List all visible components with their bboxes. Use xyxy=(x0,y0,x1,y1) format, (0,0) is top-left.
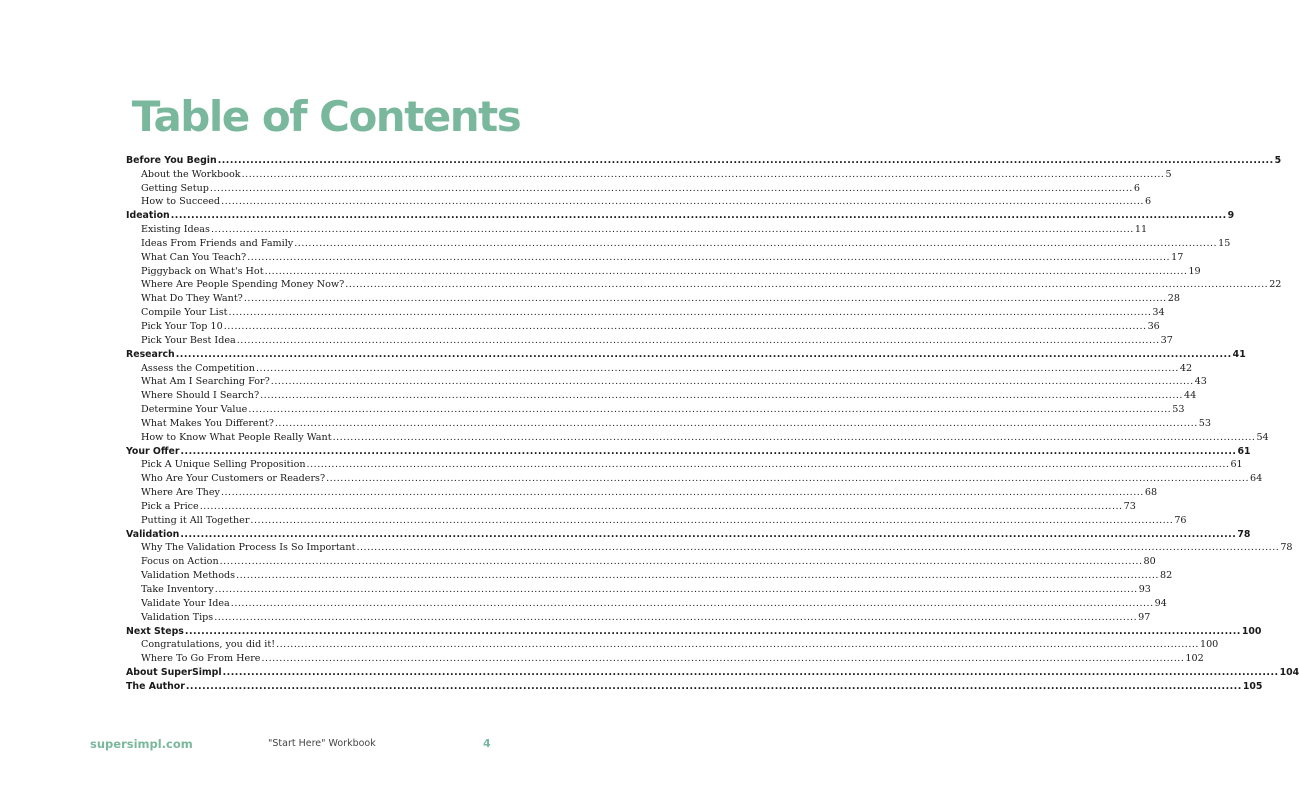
toc-entry-page: 82 xyxy=(1159,570,1173,582)
table-of-contents xyxy=(126,152,1299,692)
toc-entry-page: 93 xyxy=(1138,584,1151,595)
toc-entry-title: Before You Begin xyxy=(126,154,217,166)
toc-subsection-entry xyxy=(126,650,1204,665)
toc-subsection-entry xyxy=(126,498,1136,512)
toc-entry-title: Where Are People Spending Money Now? xyxy=(141,279,345,291)
toc-entry-page: 78 xyxy=(1237,528,1251,540)
toc-dot-leader: .................................................................................................................................................................................................................................................................... xyxy=(255,362,1179,374)
toc-dot-leader: .................................................................................................................................................................................................................................................................... xyxy=(223,320,1147,332)
toc-entry-page: 100 xyxy=(1241,625,1262,637)
toc-entry-page: 5 xyxy=(1165,168,1172,180)
toc-dot-leader: .................................................................................................................................................................................................................................................................... xyxy=(209,182,1133,194)
toc-dot-leader: .................................................................................................................................................................................................................................................................... xyxy=(260,390,1183,402)
toc-subsection-entry xyxy=(126,374,1207,388)
toc-entry-page: 73 xyxy=(1123,500,1136,512)
toc-dot-leader: .................................................................................................................................................................................................................................................................... xyxy=(264,265,1188,277)
toc-dot-leader: .................................................................................................................................................................................................................................................................... xyxy=(241,168,1165,180)
toc-entry-title: Piggyback on What's Hot xyxy=(141,265,264,277)
toc-entry-title: Validation Methods xyxy=(141,570,236,582)
toc-entry-title: Existing Ideas xyxy=(141,224,210,236)
toc-dot-leader: .................................................................................................................................................................................................................................................................... xyxy=(220,487,1144,499)
toc-entry-title: Assess the Competition xyxy=(141,362,255,374)
toc-section-entry xyxy=(126,443,1251,457)
toc-entry-page: 94 xyxy=(1154,597,1167,609)
toc-entry-page: 76 xyxy=(1174,514,1187,526)
toc-subsection-entry xyxy=(126,401,1185,416)
toc-subsection-entry xyxy=(126,512,1187,526)
toc-entry-title: Why The Validation Process Is So Important xyxy=(141,542,356,554)
toc-entry-title: Pick Your Best Idea xyxy=(141,334,236,346)
toc-entry-page: 6 xyxy=(1133,182,1140,194)
toc-subsection-entry xyxy=(126,470,1263,485)
toc-entry-title: Focus on Action xyxy=(141,556,219,568)
toc-section-entry xyxy=(126,346,1246,360)
toc-entry-page: 68 xyxy=(1144,487,1158,499)
toc-entry-page: 105 xyxy=(1242,680,1263,692)
toc-section-entry xyxy=(126,152,1282,166)
toc-subsection-entry xyxy=(126,415,1211,429)
toc-section-entry xyxy=(126,678,1263,692)
toc-dot-leader: .................................................................................................................................................................................................................................................................... xyxy=(221,196,1144,208)
page-footer xyxy=(0,737,612,753)
toc-subsection-entry xyxy=(126,332,1173,346)
toc-subsection-entry xyxy=(126,609,1151,623)
toc-entry-page: 22 xyxy=(1269,279,1282,291)
toc-dot-leader: .................................................................................................................................................................................................................................................................... xyxy=(228,307,1152,319)
toc-entry-title: Research xyxy=(126,348,175,360)
toc-dot-leader: .................................................................................................................................................................................................................................................................... xyxy=(184,625,1241,637)
toc-entry-page: 42 xyxy=(1179,362,1193,374)
toc-subsection-entry xyxy=(126,318,1160,332)
toc-entry-title: How to Know What People Really Want xyxy=(141,431,332,443)
toc-entry-page: 102 xyxy=(1185,653,1204,665)
toc-entry-page: 5 xyxy=(1274,154,1282,166)
toc-entry-page: 64 xyxy=(1250,473,1263,485)
toc-dot-leader: .................................................................................................................................................................................................................................................................... xyxy=(222,667,1279,679)
toc-subsection-entry xyxy=(126,637,1219,651)
toc-entry-page: 11 xyxy=(1134,224,1148,236)
toc-subsection-entry xyxy=(126,553,1156,568)
toc-entry-page: 6 xyxy=(1144,196,1152,208)
footer-page-number: 4 xyxy=(483,737,491,750)
toc-entry-title: Getting Setup xyxy=(141,182,209,194)
toc-subsection-entry xyxy=(126,595,1167,609)
toc-entry-title: Congratulations, you did it! xyxy=(141,639,276,651)
toc-entry-page: 104 xyxy=(1279,667,1299,679)
toc-subsection-entry xyxy=(126,540,1293,554)
toc-entry-title: About the Workbook xyxy=(141,168,241,180)
toc-entry-title: Your Offer xyxy=(126,445,180,457)
toc-entry-page: 17 xyxy=(1171,251,1184,263)
toc-subsection-entry xyxy=(126,581,1151,595)
toc-dot-leader: .................................................................................................................................................................................................................................................................... xyxy=(294,237,1218,249)
toc-entry-title: About SuperSimpl xyxy=(126,667,222,679)
toc-dot-leader: .................................................................................................................................................................................................................................................................... xyxy=(230,597,1154,609)
toc-dot-leader: .................................................................................................................................................................................................................................................................... xyxy=(199,500,1123,512)
toc-entry-title: Validation xyxy=(126,528,180,540)
toc-dot-leader: .................................................................................................................................................................................................................................................................... xyxy=(356,542,1280,554)
toc-dot-leader: .................................................................................................................................................................................................................................................................... xyxy=(248,404,1172,416)
toc-entry-page: 97 xyxy=(1138,611,1151,623)
toc-subsection-entry xyxy=(126,194,1152,208)
toc-section-entry xyxy=(126,664,1299,679)
toc-entry-title: Validate Your Idea xyxy=(141,597,230,609)
toc-entry-title: What Am I Searching For? xyxy=(141,376,270,388)
toc-subsection-entry xyxy=(126,277,1282,291)
toc-dot-leader: .................................................................................................................................................................................................................................................................... xyxy=(261,653,1185,665)
toc-entry-title: Next Steps xyxy=(126,625,184,637)
toc-dot-leader: .................................................................................................................................................................................................................................................................... xyxy=(185,680,1242,692)
footer-brand: supersimpl.com xyxy=(90,737,193,751)
toc-subsection-entry xyxy=(126,360,1193,374)
toc-entry-page: 80 xyxy=(1143,556,1156,568)
toc-entry-page: 37 xyxy=(1160,334,1173,346)
toc-section-entry xyxy=(126,207,1235,222)
toc-section-entry xyxy=(126,526,1251,540)
toc-subsection-entry xyxy=(126,457,1243,471)
toc-entry-title: How to Succeed xyxy=(141,196,221,208)
toc-entry-title: Who Are Your Customers or Readers? xyxy=(141,473,326,485)
toc-entry-title: Take Inventory xyxy=(141,584,214,595)
toc-subsection-entry xyxy=(126,387,1197,402)
toc-entry-page: 78 xyxy=(1280,542,1293,554)
toc-dot-leader: .................................................................................................................................................................................................................................................................... xyxy=(345,279,1269,291)
toc-entry-page: 41 xyxy=(1232,348,1246,360)
toc-entry-page: 9 xyxy=(1227,210,1235,222)
toc-dot-leader: .................................................................................................................................................................................................................................................................... xyxy=(217,154,1274,166)
toc-entry-page: 61 xyxy=(1237,445,1251,457)
toc-entry-page: 53 xyxy=(1198,417,1211,429)
toc-dot-leader: .................................................................................................................................................................................................................................................................... xyxy=(219,556,1143,568)
toc-entry-page: 54 xyxy=(1256,431,1269,443)
toc-dot-leader: .................................................................................................................................................................................................................................................................... xyxy=(326,473,1249,485)
toc-subsection-entry xyxy=(126,166,1172,180)
toc-dot-leader: .................................................................................................................................................................................................................................................................... xyxy=(214,584,1138,595)
toc-entry-page: 43 xyxy=(1194,376,1207,388)
toc-subsection-entry xyxy=(126,567,1173,582)
toc-section-entry xyxy=(126,623,1262,637)
toc-entry-page: 100 xyxy=(1199,639,1219,651)
toc-entry-title: What Can You Teach? xyxy=(141,251,247,263)
toc-subsection-entry xyxy=(126,221,1148,236)
toc-dot-leader: .................................................................................................................................................................................................................................................................... xyxy=(214,611,1138,623)
toc-entry-title: Validation Tips xyxy=(141,611,214,623)
toc-entry-page: 34 xyxy=(1152,307,1165,319)
toc-entry-title: Pick a Price xyxy=(141,500,199,512)
toc-subsection-entry xyxy=(126,180,1140,194)
toc-entry-title: What Makes You Different? xyxy=(141,417,274,429)
toc-entry-title: What Do They Want? xyxy=(141,293,243,305)
toc-entry-title: The Author xyxy=(126,680,185,692)
toc-dot-leader: .................................................................................................................................................................................................................................................................... xyxy=(175,348,1232,360)
toc-dot-leader: .................................................................................................................................................................................................................................................................... xyxy=(274,417,1198,429)
toc-subsection-entry xyxy=(126,263,1201,277)
toc-entry-page: 15 xyxy=(1218,237,1231,249)
toc-entry-page: 61 xyxy=(1230,459,1243,471)
toc-subsection-entry xyxy=(126,429,1269,443)
toc-subsection-entry xyxy=(126,484,1158,499)
toc-entry-page: 36 xyxy=(1147,320,1160,332)
toc-dot-leader: .................................................................................................................................................................................................................................................................... xyxy=(236,570,1159,582)
toc-dot-leader: .................................................................................................................................................................................................................................................................... xyxy=(276,639,1199,651)
toc-dot-leader: .................................................................................................................................................................................................................................................................... xyxy=(306,459,1230,471)
toc-dot-leader: .................................................................................................................................................................................................................................................................... xyxy=(170,210,1227,222)
toc-entry-page: 19 xyxy=(1188,265,1201,277)
toc-entry-title: Putting it All Together xyxy=(141,514,250,526)
footer-workbook-title: "Start Here" Workbook xyxy=(268,738,376,749)
toc-subsection-entry xyxy=(126,304,1165,319)
toc-dot-leader: .................................................................................................................................................................................................................................................................... xyxy=(243,293,1167,305)
toc-entry-title: Ideas From Friends and Family xyxy=(141,237,294,249)
toc-dot-leader: .................................................................................................................................................................................................................................................................... xyxy=(250,514,1174,526)
toc-entry-title: Where Are They xyxy=(141,487,220,499)
toc-subsection-entry xyxy=(126,235,1231,249)
toc-entry-title: Where Should I Search? xyxy=(141,390,260,402)
toc-entry-title: Determine Your Value xyxy=(141,404,248,416)
toc-entry-title: Ideation xyxy=(126,210,170,222)
page-title: Table of Contents xyxy=(131,92,521,141)
toc-subsection-entry xyxy=(126,249,1184,263)
toc-dot-leader: .................................................................................................................................................................................................................................................................... xyxy=(210,224,1134,236)
toc-dot-leader: .................................................................................................................................................................................................................................................................... xyxy=(180,445,1237,457)
toc-entry-page: 44 xyxy=(1183,390,1197,402)
toc-dot-leader: .................................................................................................................................................................................................................................................................... xyxy=(236,334,1160,346)
toc-entry-page: 53 xyxy=(1172,404,1185,416)
toc-dot-leader: .................................................................................................................................................................................................................................................................... xyxy=(247,251,1171,263)
toc-dot-leader: .................................................................................................................................................................................................................................................................... xyxy=(180,528,1237,540)
toc-subsection-entry xyxy=(126,290,1180,305)
toc-entry-page: 28 xyxy=(1167,293,1180,305)
toc-dot-leader: .................................................................................................................................................................................................................................................................... xyxy=(270,376,1194,388)
toc-dot-leader: .................................................................................................................................................................................................................................................................... xyxy=(332,431,1256,443)
toc-entry-title: Compile Your List xyxy=(141,307,228,319)
toc-entry-title: Pick A Unique Selling Proposition xyxy=(141,459,306,471)
toc-entry-title: Pick Your Top 10 xyxy=(141,320,223,332)
toc-entry-title: Where To Go From Here xyxy=(141,653,261,665)
